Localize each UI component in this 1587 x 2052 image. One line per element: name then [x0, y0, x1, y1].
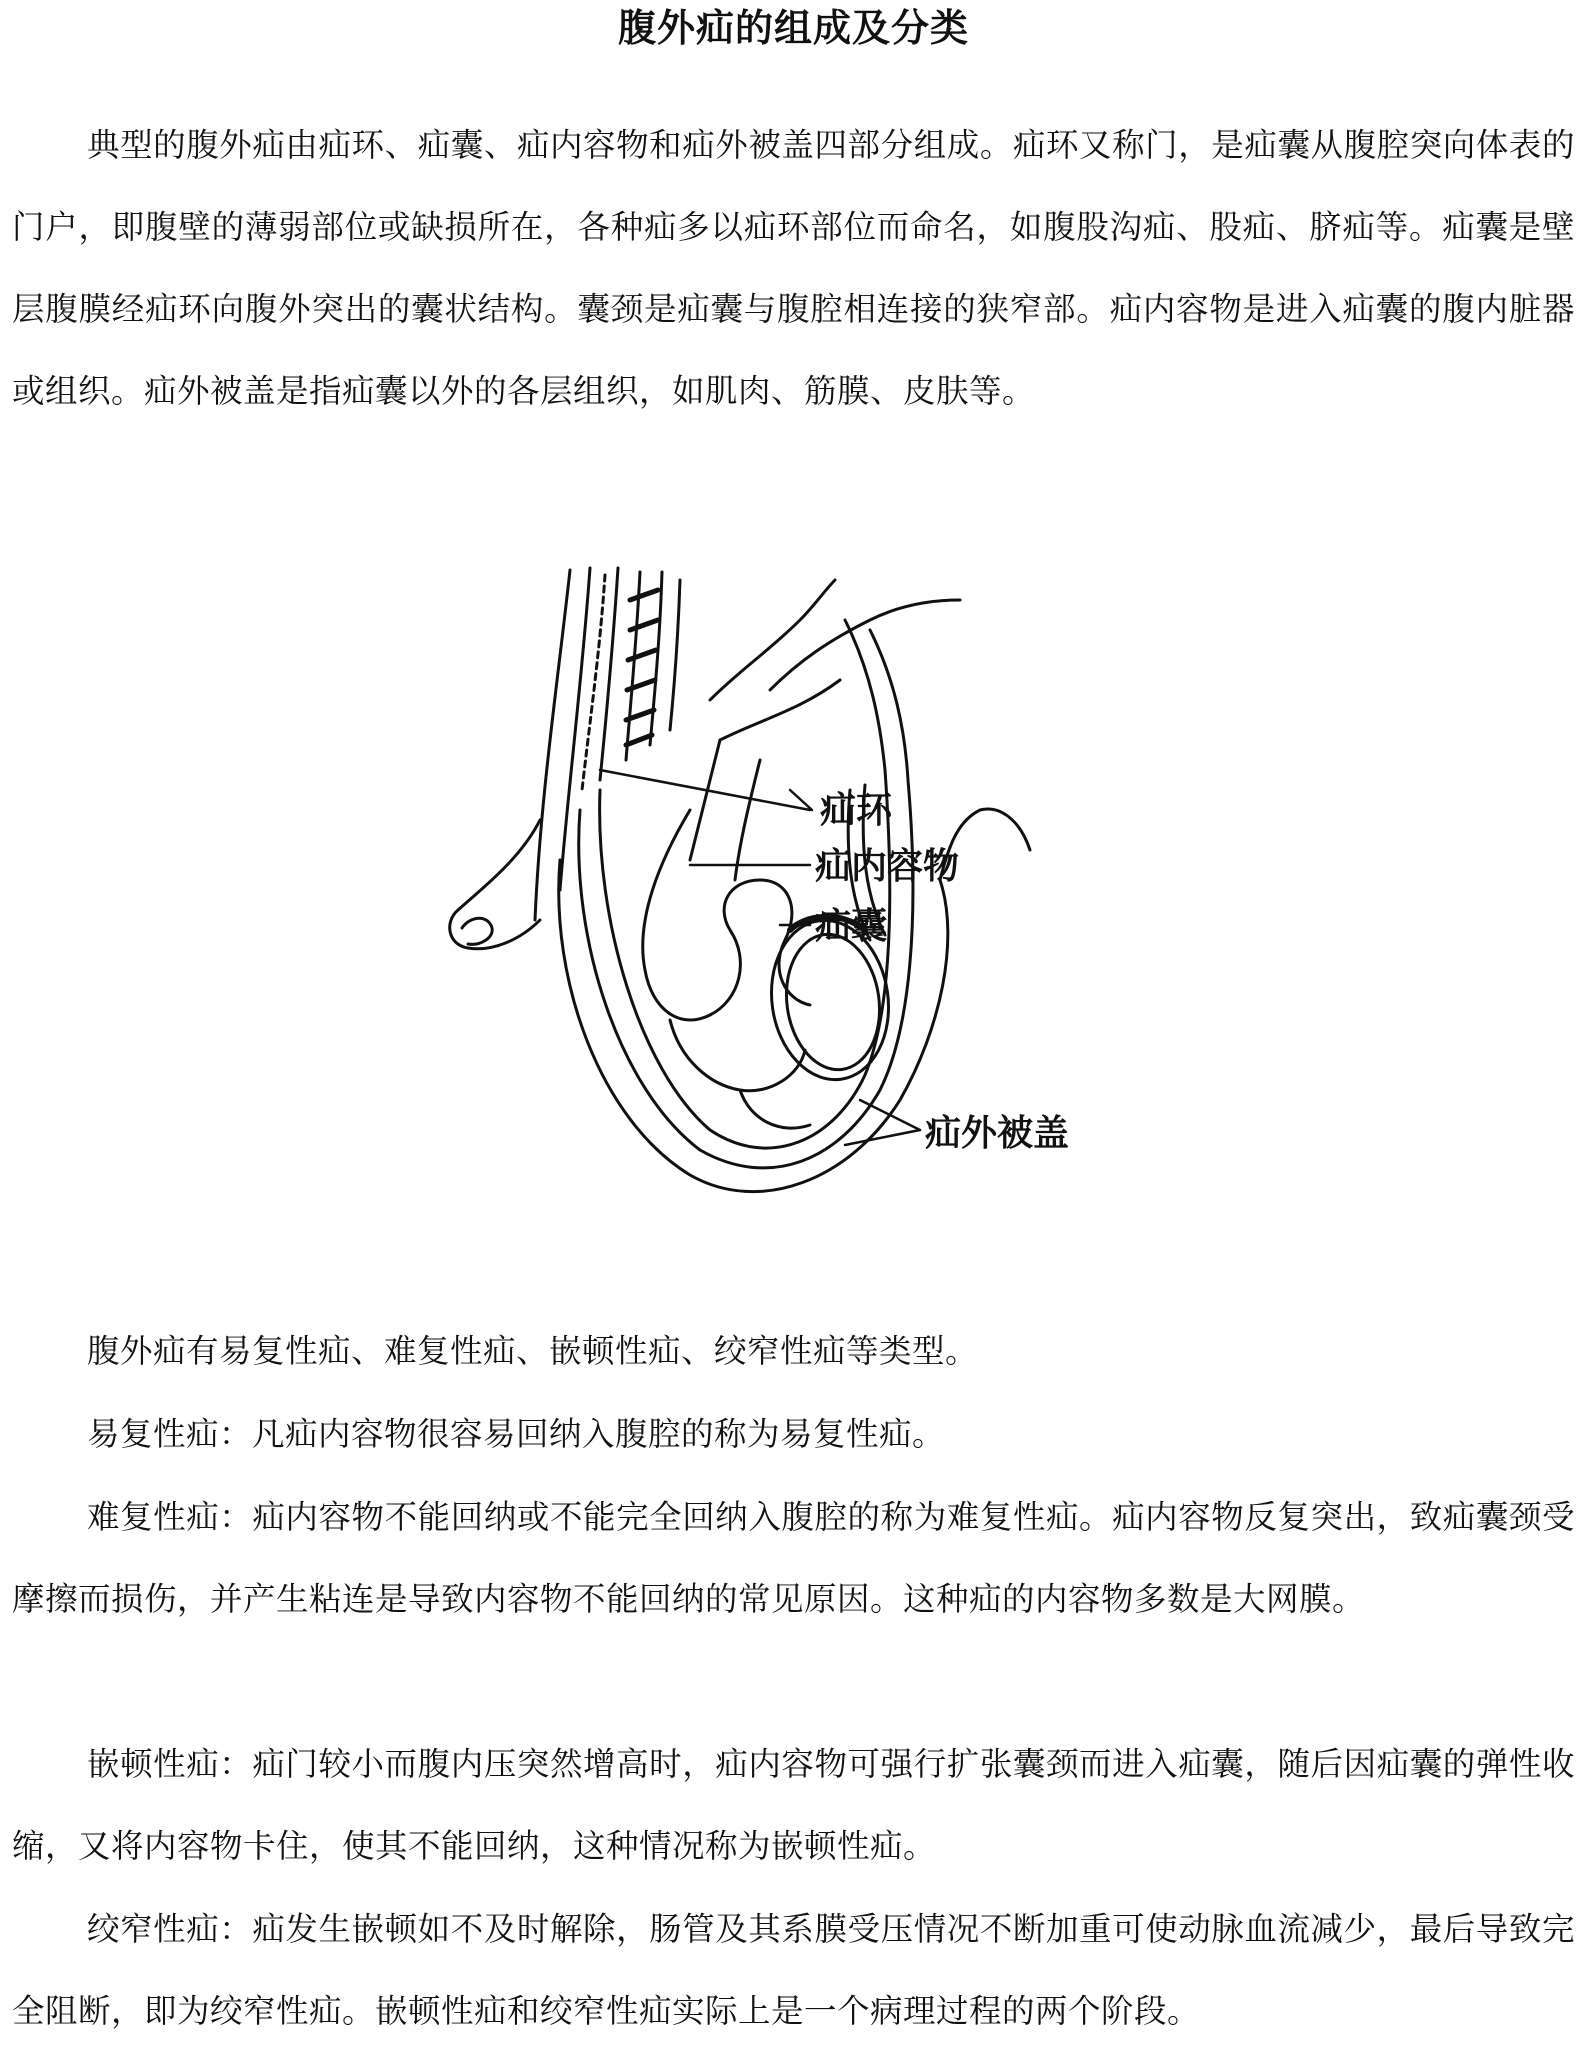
- intestine-loop-5: [740, 1090, 810, 1128]
- abdominal-wall-muscle-2: [650, 572, 662, 745]
- intestine-loop-2: [710, 880, 760, 1015]
- abdominal-wall-outer: [535, 570, 570, 920]
- incarcerated-hernia-paragraph: 嵌顿性疝：疝门较小而腹内压突然增高时，疝内容物可强行扩张囊颈而进入疝囊，随后因疝囊的弹性收缩，又将内容物卡住，使其不能回纳，这种情况称为嵌顿性疝。: [12, 1745, 1575, 1865]
- leader-covering-1: [860, 1100, 920, 1130]
- penis-outline: [450, 820, 540, 949]
- cord-right-2: [845, 620, 885, 770]
- label-hernia-covering: 疝外被盖: [925, 1113, 1070, 1154]
- abdominal-wall-muscle-3: [670, 580, 680, 730]
- leader-covering-2: [845, 1130, 920, 1145]
- page-title: 腹外疝的组成及分类: [617, 5, 969, 50]
- hernia-diagram-svg: [440, 560, 1140, 1220]
- intestine-loop-1: [643, 810, 710, 1020]
- label-hernia-sac: 疝囊: [815, 906, 888, 947]
- vessel-3: [720, 680, 840, 740]
- label-hernia-contents: 疝内容物: [815, 846, 960, 887]
- strangulated-hernia-paragraph: 绞窄性疝：疝发生嵌顿如不及时解除，肠管及其系膜受压情况不断加重可使动脉血流减少，最后导致完全阻断，即为绞窄性疝。嵌顿性疝和绞窄性疝实际上是一个病理过程的两个阶段。: [12, 1910, 1575, 2030]
- intestine-loop-4: [670, 1020, 805, 1091]
- intestine-stem: [690, 740, 720, 860]
- hernia-anatomy-figure: [440, 560, 1140, 1220]
- vessel-2: [770, 600, 960, 690]
- reducible-hernia-paragraph: 易复性疝：凡疝内容物很容易回纳入腹腔的称为易复性疝。: [87, 1415, 946, 1453]
- intro-paragraph: 典型的腹外疝由疝环、疝囊、疝内容物和疝外被盖四部分组成。疝环又称门，是疝囊从腹腔突向体表的门户，即腹壁的薄弱部位或缺损所在，各种疝多以疝环部位而命名，如腹股沟疝、股疝、脐疝等。疝囊是壁层腹膜经疝环向腹外突出的囊状结构。囊颈是疝囊与腹腔相连接的狭窄部。疝内容物是进入疝囊的腹内脏器或组织。疝外被盖是指疝囊以外的各层组织，如肌肉、筋膜、皮肤等。: [12, 126, 1575, 410]
- label-hernia-ring: 疝环: [820, 790, 893, 831]
- irreducible-hernia-paragraph: 难复性疝：疝内容物不能回纳或不能完全回纳入腹腔的称为难复性疝。疝内容物反复突出，致疝囊颈受摩擦而损伤，并产生粘连是导致内容物不能回纳的常见原因。这种疝的内容物多数是大网膜。: [12, 1498, 1575, 1618]
- vessel-1: [710, 580, 835, 700]
- penis-glans: [462, 918, 492, 944]
- intestine-stem-2: [735, 760, 760, 880]
- types-paragraph: 腹外疝有易复性疝、难复性疝、嵌顿性疝、绞窄性疝等类型。: [87, 1332, 979, 1370]
